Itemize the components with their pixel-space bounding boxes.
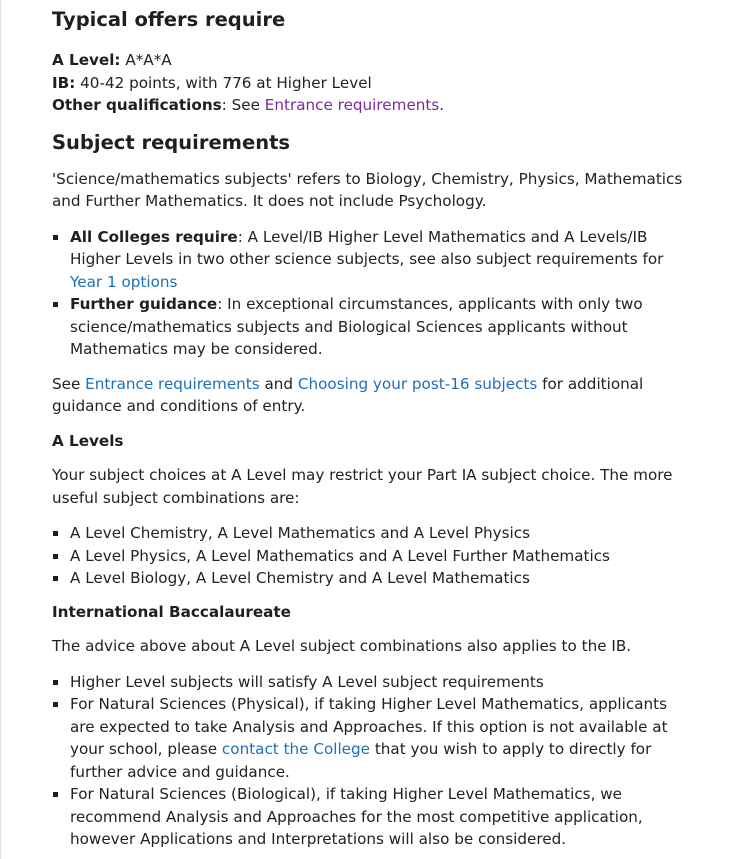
alevel-value: A*A*A [125,51,172,69]
ib-label: IB: [52,73,76,92]
typical-offers-heading: Typical offers require [52,8,286,31]
bullet-icon [53,702,58,707]
list-item [52,671,692,694]
see-suffix: for additional guidance and conditions of entry. [52,374,644,415]
list-item-text: A Level Physics, A Level Mathematics and A Level Further Mathematics [70,546,610,565]
choosing-post16-subjects-link[interactable]: Choosing your post-16 subjects [297,374,538,393]
bullet-icon [53,531,58,536]
a-levels-list [52,522,692,590]
ib-list [52,671,692,851]
all-colleges-text: : A Level/IB Higher Level Mathematics and A Levels/IB Higher Levels in two other science subjects, see also subject requirements for [70,227,664,268]
main-content [52,6,692,851]
list-item [52,693,692,783]
bullet-icon [53,235,58,240]
a-levels-intro: Your subject choices at A Level may restrict your Part IA subject choice. The more useful subject combinations are: [52,466,673,507]
bullet-icon [53,680,58,685]
alevel-offer [52,49,692,72]
ib-offer [52,72,692,95]
list-item-text: For Natural Sciences (Biological), if taking Higher Level Mathematics, we recommend Analysis and Approaches for the most competitive application, however Applications and Interpretations will also be considered. [70,785,643,848]
subject-requirements-intro: 'Science/mathematics subjects' refers to Biology, Chemistry, Physics, Mathematics and Further Mathematics. It does not include Psychology. [52,169,683,210]
other-end: . [439,96,445,114]
bullet-icon [53,576,58,581]
list-item [52,783,692,851]
other-text: : See [221,96,265,114]
bullet-icon [53,302,58,307]
other-label: Other qualifications [52,96,222,114]
list-item [52,293,692,361]
see-and: and [259,374,298,393]
subject-requirements-list [52,226,692,361]
list-item [52,522,692,545]
ib-intro: The advice above about A Level subject combinations also applies to the IB. [52,637,632,655]
left-border [0,0,1,859]
a-levels-heading: A Levels [52,431,124,450]
all-colleges-label: All Colleges require [70,227,238,246]
see-also-paragraph [52,373,692,418]
other-qualifications [52,94,692,117]
list-item [52,226,692,294]
alevel-label: A Level: [52,51,121,69]
further-guidance-text: : In exceptional circumstances, applicants with only two science/mathematics subjects and Biological Sciences applicants without Mathematics may be considered. [70,295,643,358]
list-item-text-end: that you wish to apply to directly for further advice and guidance. [70,740,652,781]
contact-the-college-link[interactable]: contact the College [221,740,370,758]
list-item-text: A Level Biology, A Level Chemistry and A Level Mathematics [70,569,530,587]
list-item [52,567,692,590]
bullet-icon [53,554,58,559]
ib-value: 40-42 points, with 776 at Higher Level [80,73,372,92]
list-item-text: Higher Level subjects will satisfy A Level subject requirements [70,672,544,691]
further-guidance-label: Further guidance [70,295,218,313]
bullet-icon [53,792,58,797]
list-item-text: A Level Chemistry, A Level Mathematics and A Level Physics [70,524,531,542]
year-1-options-link[interactable]: Year 1 options [70,272,178,291]
see-prefix: See [52,374,86,393]
entrance-requirements-link-2[interactable]: Entrance requirements [85,374,260,393]
list-item-text: For Natural Sciences (Physical), if taking Higher Level Mathematics, applicants are expected to take Analysis and Approaches. If this option is not available at your school, please [70,695,668,758]
entrance-requirements-link[interactable]: Entrance requirements [264,96,440,114]
subject-requirements-heading: Subject requirements [52,130,291,154]
ib-heading: International Baccalaureate [52,602,291,621]
list-item [52,545,692,568]
